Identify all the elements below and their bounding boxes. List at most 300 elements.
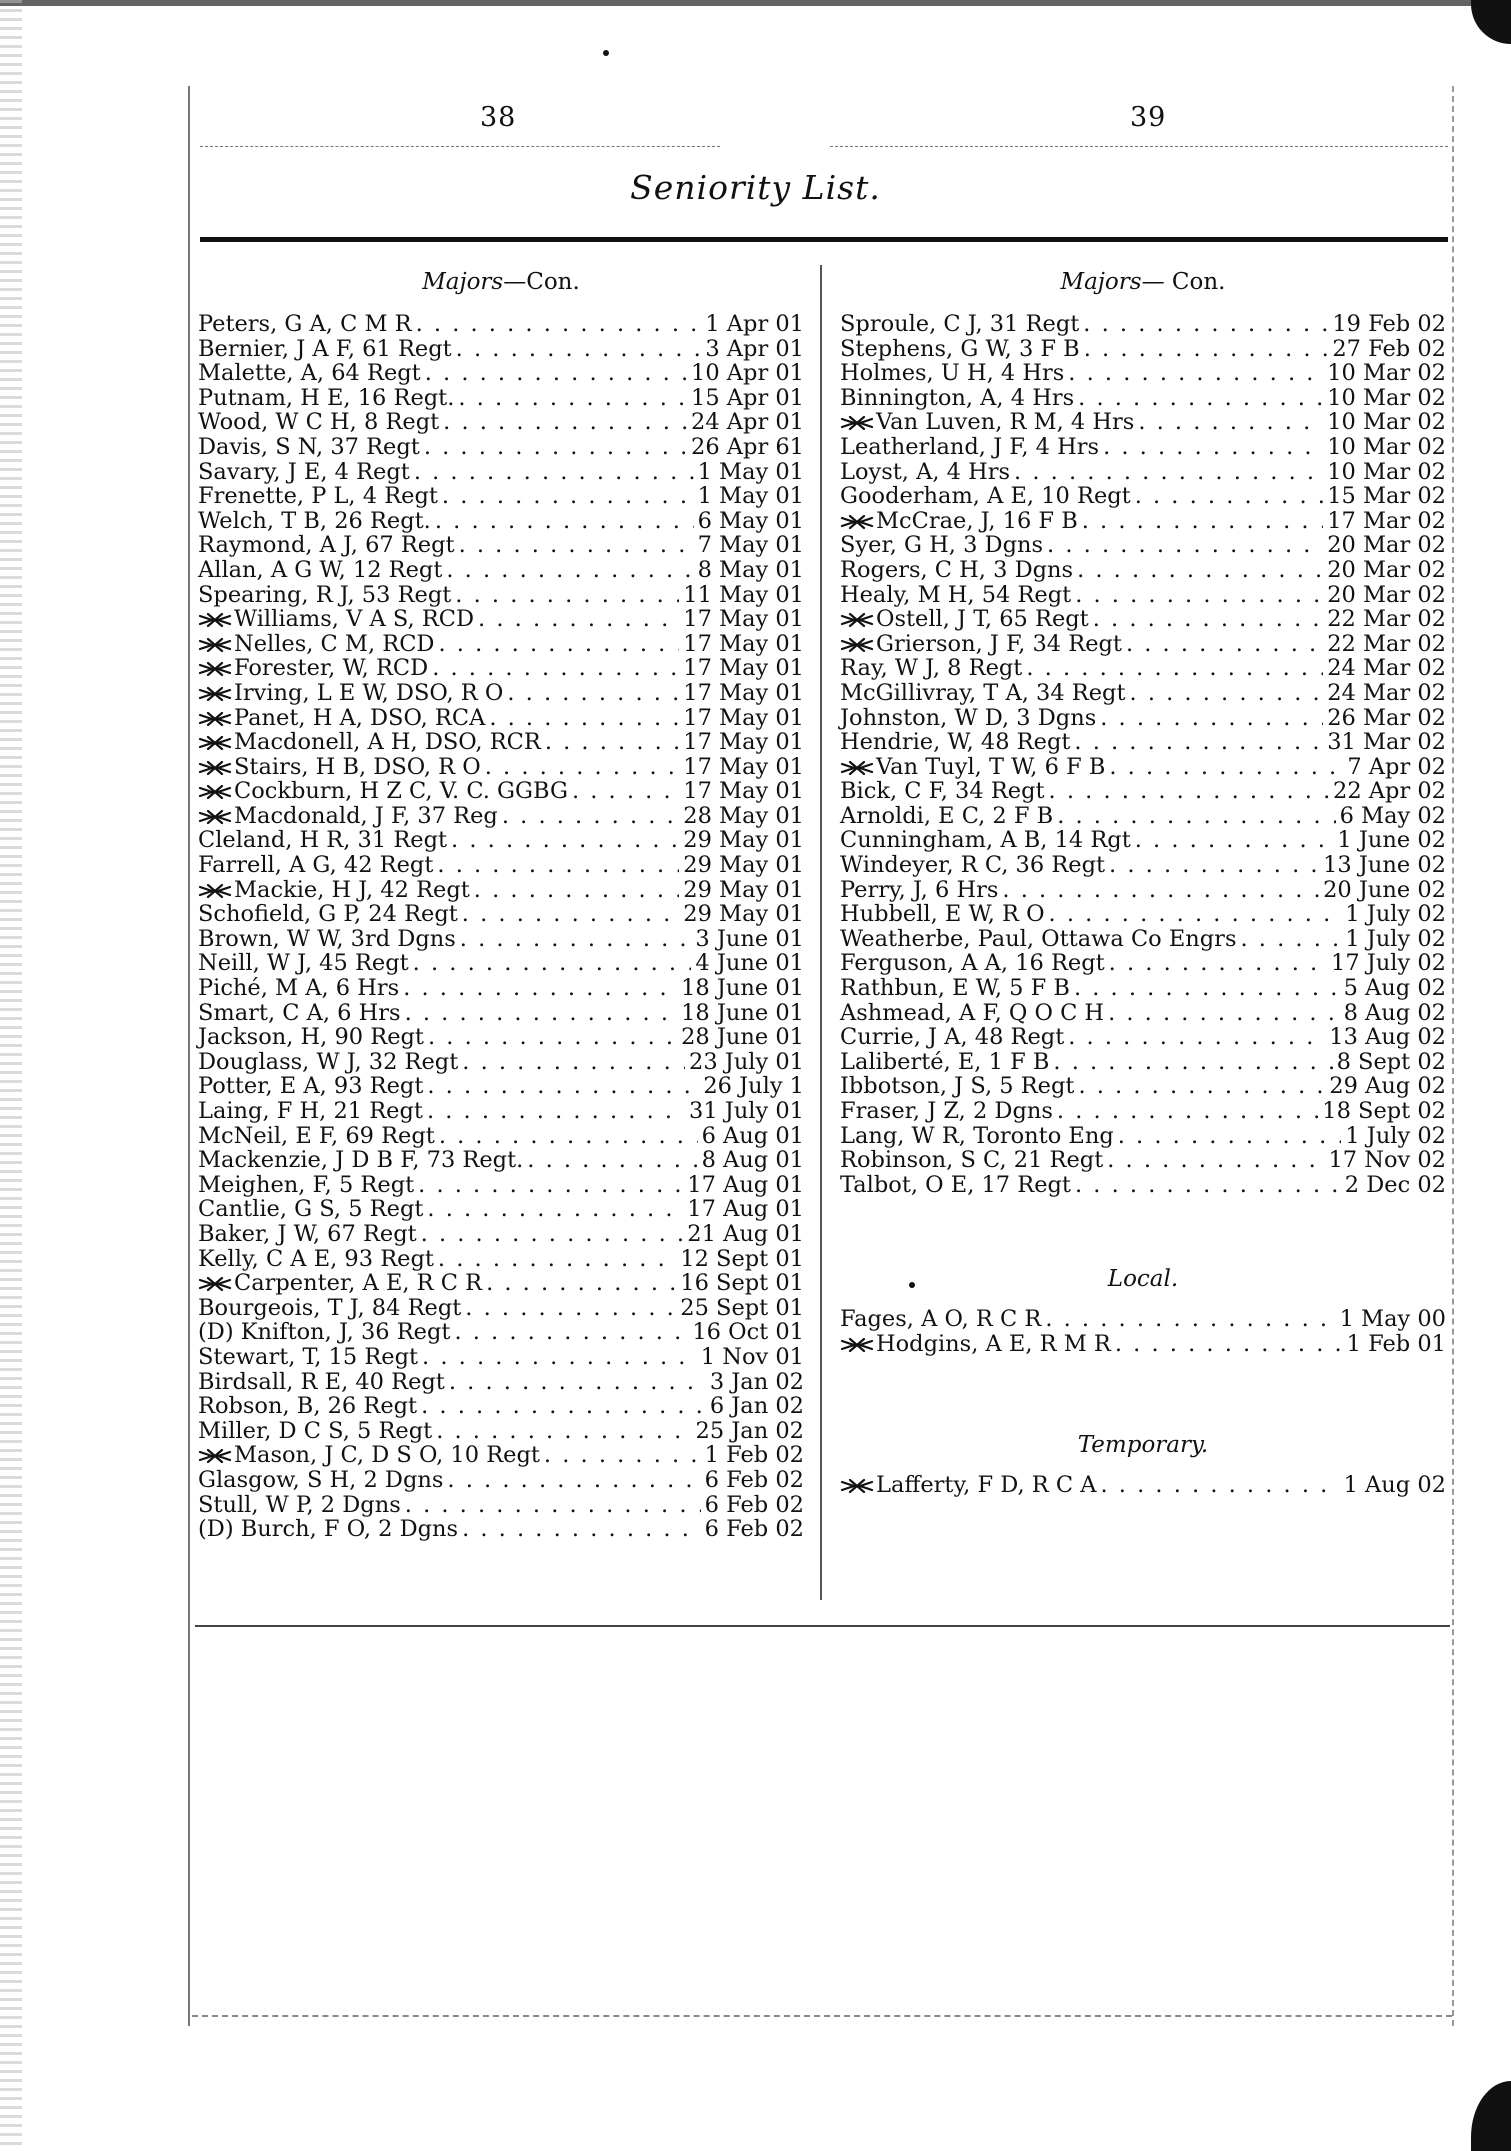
officer-name: Van Tuyl, T W, 6 F B [840,755,1105,780]
seniority-date: 29 May 01 [683,852,804,879]
officer-name: Spearing, R J, 53 Regt [198,581,452,608]
officer-name: (D) Burch, F O, 2 Dgns [198,1516,459,1543]
seniority-entry [198,902,804,927]
leader-dots [428,1025,677,1050]
seniority-date: 24 Mar 02 [1327,655,1446,682]
seniority-entry [198,1468,804,1493]
leader-dots [1075,1173,1341,1198]
crossed-swords-icon [840,613,874,627]
seniority-date: 16 Oct 01 [692,1319,804,1346]
seniority-entry [840,607,1446,632]
seniority-entry [198,1050,804,1075]
scan-binding-edge [0,0,22,2151]
leader-dots [1074,976,1340,1001]
crossed-swords-icon [198,687,232,701]
crossed-swords-icon [840,1338,874,1352]
seniority-date: 17 May 01 [683,655,804,682]
officer-name: Stairs, H B, DSO, R O [198,755,481,780]
seniority-date: 4 June 01 [695,950,804,977]
seniority-date: 12 Sept 01 [680,1245,804,1272]
crossed-swords-icon [840,416,874,430]
leader-dots [418,1173,683,1198]
seniority-entry [198,755,804,780]
officer-name: Healy, M H, 54 Regt [840,581,1072,608]
seniority-entry [198,435,804,460]
leader-dots [1014,460,1323,485]
seniority-date: 25 Jan 02 [695,1417,804,1444]
leader-dots [462,1050,685,1075]
leader-dots [1126,632,1323,657]
leader-dots [438,632,679,657]
leader-dots [1075,583,1323,608]
temporary-section [840,1425,1446,1498]
seniority-entry [840,1332,1446,1357]
officer-name: McGillivray, T A, 34 Regt [840,679,1126,706]
officer-name: Hodgins, A E, R M R [840,1332,1111,1357]
seniority-date: 24 Mar 02 [1327,679,1446,706]
seniority-date: 21 Aug 01 [687,1220,804,1247]
seniority-date: 29 May 01 [683,876,804,903]
seniority-entry [198,361,804,386]
seniority-date: 29 May 01 [683,827,804,854]
seniority-list-temporary [840,1473,1446,1498]
leader-dots [544,1443,701,1468]
seniority-date: 15 Mar 02 [1327,483,1446,510]
leader-dots [1109,755,1343,780]
seniority-entry [840,435,1446,460]
seniority-date: 8 Sept 02 [1336,1048,1446,1075]
officer-name: Cantlie, G S, 5 Regt [198,1196,424,1223]
seniority-entry [840,755,1446,780]
seniority-date: 27 Feb 02 [1332,335,1446,362]
officer-name: Stephens, G W, 3 F B [840,335,1080,362]
seniority-date: 2 Dec 02 [1344,1171,1446,1198]
leader-dots [439,1124,698,1149]
page-number-right: 39 [1130,102,1167,133]
section-title-majors-right: Majors— Con. [1060,269,1226,295]
seniority-entry [840,1124,1446,1149]
leader-dots [507,681,679,706]
seniority-entry [198,927,804,952]
seniority-entry [840,1025,1446,1050]
officer-name: Smart, C A, 6 Hrs [198,999,401,1026]
seniority-date: 17 Aug 01 [687,1196,804,1223]
seniority-entry [198,1025,804,1050]
seniority-entry [840,706,1446,731]
officer-name: Loyst, A, 4 Hrs [840,458,1011,485]
officer-name: Robson, B, 26 Regt [198,1393,418,1420]
officer-name: Lang, W R, Toronto Eng [840,1122,1114,1149]
officer-name: Williams, V A S, RCD [198,607,474,632]
officer-name: Frenette, P L, 4 Regt [198,483,438,510]
leader-dots [427,1197,683,1222]
officer-name: Miller, D C S, 5 Regt [198,1417,433,1444]
seniority-date: 13 June 02 [1323,852,1446,879]
officer-name: Irving, L E W, DSO, R O [198,681,503,706]
officer-name: Welch, T B, 26 Regt. [198,507,431,534]
officer-name: Panet, H A, DSO, RCA [198,706,485,731]
seniority-date: 31 July 01 [689,1098,804,1124]
seniority-list-right [840,312,1446,1197]
seniority-date: 3 Apr 01 [705,335,804,362]
leader-dots [1093,607,1324,632]
seniority-date: 17 Mar 02 [1327,507,1446,534]
seniority-entry [198,1320,804,1345]
leader-dots [1115,1332,1343,1357]
seniority-entry [840,1173,1446,1198]
seniority-entry [198,410,804,435]
crossed-swords-icon [198,810,232,824]
officer-name: Van Luven, R M, 4 Hrs [840,410,1134,435]
seniority-entry [840,927,1446,952]
leader-dots [413,951,692,976]
seniority-entry [198,1370,804,1395]
officer-name: Kelly, C A E, 93 Regt [198,1245,434,1272]
leader-dots [486,1271,676,1296]
seniority-date: 17 May 01 [683,729,804,756]
leader-dots [1049,779,1329,804]
officer-name: Potter, E A, 93 Regt [198,1073,424,1100]
leader-dots [462,902,679,927]
officer-name: Mackenzie, J D B F, 73 Regt. [198,1147,524,1174]
leader-dots [1138,410,1323,435]
leader-dots [1045,1307,1335,1332]
officer-name: Wood, W C H, 8 Regt [198,409,440,436]
leader-dots [1078,1074,1325,1099]
seniority-entry [198,1222,804,1247]
officer-name: Lafferty, F D, R C A [840,1473,1097,1498]
leader-dots [485,755,680,780]
seniority-entry [198,878,804,903]
leader-dots [1068,361,1323,386]
leader-dots [403,976,677,1001]
seniority-date: 18 June 01 [681,975,804,1002]
seniority-date: 3 Jan 02 [709,1368,804,1395]
seniority-entry [840,681,1446,706]
officer-name: Mason, J C, D S O, 10 Regt [198,1443,540,1468]
seniority-date: 1 July 02 [1345,1122,1446,1149]
seniority-date: 18 Sept 02 [1322,1098,1446,1124]
seniority-date: 13 Aug 02 [1329,1024,1446,1051]
seniority-entry [198,706,804,731]
officer-name: Talbot, O E, 17 Regt [840,1171,1071,1198]
seniority-date: 25 Sept 01 [680,1294,804,1321]
officer-name: Rogers, C H, 3 Dgns [840,556,1074,583]
seniority-date: 6 May 01 [697,507,804,534]
crossed-swords-icon [840,638,874,652]
crossed-swords-icon [198,1449,232,1463]
seniority-entry [198,976,804,1001]
seniority-entry [198,1394,804,1419]
seniority-date: 10 Mar 02 [1327,433,1446,460]
seniority-date: 1 July 02 [1345,901,1446,928]
officer-name: Allan, A G W, 12 Regt [198,556,443,583]
crossed-swords-icon [198,785,232,799]
page-bottom-edge [192,2015,1452,2017]
officer-name: McNeil, E F, 69 Regt [198,1122,435,1149]
seniority-date: 29 May 01 [683,901,804,928]
seniority-date: 6 Feb 02 [704,1491,804,1518]
officer-name: Douglass, W J, 32 Regt [198,1048,459,1075]
officer-name: Perry, J, 6 Hrs [840,876,999,903]
officer-name: Syer, G H, 3 Dgns [840,532,1044,559]
seniority-entry [840,312,1446,337]
seniority-date: 26 Apr 61 [691,433,804,460]
officer-name: Brown, W W, 3rd Dgns [198,925,456,952]
seniority-entry [840,878,1446,903]
seniority-date: 17 Nov 02 [1328,1147,1446,1174]
officer-name: Nelles, C M, RCD [198,632,434,657]
leader-dots [451,828,679,853]
seniority-entry [198,1419,804,1444]
seniority-entry [198,632,804,657]
seniority-entry [840,509,1446,534]
leader-dots [545,730,679,755]
leader-dots [455,583,679,608]
seniority-date: 10 Mar 02 [1327,409,1446,436]
officer-name: Fraser, J Z, 2 Dgns [840,1098,1053,1124]
seniority-date: 1 Feb 01 [1346,1330,1446,1357]
leader-dots [421,1394,706,1419]
seniority-entry [840,386,1446,411]
seniority-entry [198,1296,804,1321]
officer-name: Laliberté, E, 1 F B [840,1048,1050,1075]
leader-dots [435,509,694,534]
seniority-date: 17 May 01 [683,778,804,805]
seniority-entry [840,779,1446,804]
seniority-date: 10 Mar 02 [1327,384,1446,411]
seniority-date: 1 May 01 [697,483,804,510]
seniority-date: 17 Aug 01 [687,1171,804,1198]
leader-dots [442,484,694,509]
seniority-list-left [198,312,804,1542]
leader-dots [1082,509,1323,534]
leader-dots [449,1370,706,1395]
leader-dots [458,386,687,411]
leader-dots [422,1345,697,1370]
leader-dots [1100,706,1323,731]
leader-dots [1241,927,1342,952]
seniority-entry [198,533,804,558]
officer-name: Rathbun, E W, 5 F B [840,975,1070,1002]
seniority-entry [840,484,1446,509]
seniority-date: 26 July 1 [703,1073,804,1100]
seniority-entry [198,1099,804,1124]
officer-name: Putnam, H E, 16 Regt. [198,384,455,411]
officer-name: Ibbotson, J S, 5 Regt [840,1073,1075,1100]
seniority-entry [198,1493,804,1518]
leader-dots [438,1247,676,1272]
leader-dots [1053,1050,1332,1075]
leader-dots [489,706,679,731]
officer-name: Glasgow, S H, 2 Dgns [198,1466,444,1493]
seniority-entry [198,1001,804,1026]
officer-name: Cleland, H R, 31 Regt [198,827,448,854]
seniority-date: 18 June 01 [681,999,804,1026]
officer-name: Gooderham, A E, 10 Regt [840,483,1131,510]
leader-dots [456,337,702,362]
seniority-date: 1 July 02 [1345,925,1446,952]
heading-rule [200,237,1448,242]
seniority-date: 22 Apr 02 [1333,778,1446,805]
officer-name: Meighen, F, 5 Regt [198,1171,415,1198]
officer-name: Birdsall, R E, 40 Regt [198,1368,445,1395]
seniority-date: 8 Aug 02 [1343,999,1446,1026]
seniority-entry [198,337,804,362]
officer-name: Malette, A, 64 Regt [198,360,421,387]
officer-name: (D) Knifton, J, 36 Regt [198,1319,451,1346]
leader-dots [427,1099,685,1124]
officer-name: Laing, F H, 21 Regt [198,1098,423,1124]
seniority-date: 10 Apr 01 [691,360,804,387]
seniority-date: 31 Mar 02 [1327,729,1446,756]
leader-dots [478,607,679,632]
seniority-entry [840,656,1446,681]
officer-name: Ferguson, A A, 16 Regt [840,950,1105,977]
seniority-entry [198,951,804,976]
leader-dots [405,1493,701,1518]
seniority-entry [198,1148,804,1173]
officer-name: Bourgeois, T J, 84 Regt [198,1294,462,1321]
seniority-date: 6 Feb 02 [704,1466,804,1493]
leader-dots [416,312,702,337]
officer-name: Ashmead, A F, Q O C H [840,999,1105,1026]
leader-dots [443,410,687,435]
seniority-entry [840,583,1446,608]
seniority-entry [198,583,804,608]
seniority-entry [840,804,1446,829]
seniority-entry [840,410,1446,435]
officer-name: Sproule, C J, 31 Regt [840,311,1080,337]
seniority-date: 5 Aug 02 [1343,975,1446,1002]
seniority-date: 1 Feb 02 [704,1442,804,1469]
officer-name: Bick, C F, 34 Regt [840,778,1045,805]
leader-dots [1118,1124,1342,1149]
leader-dots [405,1001,678,1026]
seniority-entry [198,484,804,509]
leader-dots [527,1148,697,1173]
seniority-entry [840,951,1446,976]
officer-name: Hubbell, E W, R O [840,901,1045,928]
seniority-date: 23 July 01 [689,1048,804,1075]
leader-dots [1057,804,1335,829]
leader-dots [1002,878,1319,903]
officer-name: Grierson, J F, 34 Regt [840,632,1122,657]
seniority-date: 6 Aug 01 [701,1122,804,1149]
seniority-entry [840,558,1446,583]
officer-name: Johnston, W D, 3 Dgns [840,704,1097,731]
leader-dots [1026,656,1323,681]
seniority-date: 15 Apr 01 [691,384,804,411]
officer-name: Ray, W J, 8 Regt [840,655,1023,682]
leader-dots [421,1222,684,1247]
seniority-date: 7 Apr 02 [1347,753,1446,780]
officer-name: Mackie, H J, 42 Regt [198,878,470,903]
officer-name: Baker, J W, 67 Regt [198,1220,417,1247]
crossed-swords-icon [198,662,232,676]
leader-dots [424,435,687,460]
seniority-entry [198,558,804,583]
header-rule-right [830,146,1448,147]
seniority-date: 20 Mar 02 [1327,532,1446,559]
left-column [198,262,804,1542]
seniority-date: 20 June 02 [1323,876,1446,903]
ink-speck [603,50,609,56]
crossed-swords-icon [198,638,232,652]
seniority-entry [198,828,804,853]
leader-dots [437,853,679,878]
officer-name: Stull, W P, 2 Dgns [198,1491,401,1518]
seniority-entry [840,1001,1446,1026]
seniority-entry [840,337,1446,362]
leader-dots [572,779,679,804]
officer-name: Ostell, J T, 65 Regt [840,607,1089,632]
seniority-date: 1 June 02 [1337,827,1446,854]
crossed-swords-icon [198,736,232,750]
officer-name: Bernier, J A F, 61 Regt [198,335,452,362]
seniority-entry [840,853,1446,878]
officer-name: Holmes, U H, 4 Hrs [840,360,1065,387]
column-separator [820,265,822,1600]
seniority-date: 8 Aug 01 [701,1147,804,1174]
officer-name: Raymond, A J, 67 Regt [198,532,455,559]
seniority-list-local [840,1307,1446,1356]
officer-name: Farrell, A G, 42 Regt [198,852,434,879]
seniority-entry [198,1443,804,1468]
seniority-entry [198,681,804,706]
page-number-left: 38 [480,102,517,133]
crossed-swords-icon [840,761,874,775]
leader-dots [1135,484,1324,509]
leader-dots [462,1517,701,1542]
leader-dots [1074,730,1323,755]
seniority-entry [198,312,804,337]
leader-dots [459,533,694,558]
officer-name: McCrae, J, 16 F B [840,509,1078,534]
officer-name: Stewart, T, 15 Regt [198,1343,419,1370]
seniority-date: 26 Mar 02 [1327,704,1446,731]
seniority-entry [198,1271,804,1296]
officer-name: Carpenter, A E, R C R [198,1271,482,1296]
seniority-entry [840,361,1446,386]
seniority-entry [198,853,804,878]
seniority-date: 28 May 01 [683,802,804,829]
seniority-entry [198,804,804,829]
seniority-date: 6 May 02 [1339,802,1446,829]
section-title-local: Local. [1107,1266,1179,1293]
leader-dots [427,1074,699,1099]
officer-name: Windeyer, R C, 36 Regt [840,852,1106,879]
officer-name: Cunningham, A B, 14 Rgt [840,827,1131,854]
leader-dots [1068,1025,1325,1050]
seniority-date: 10 Mar 02 [1327,458,1446,485]
seniority-date: 6 Feb 02 [704,1516,804,1543]
seniority-entry [198,1345,804,1370]
leader-dots [1109,853,1319,878]
officer-name: Schofield, G P, 24 Regt [198,901,458,928]
local-section [840,1259,1446,1356]
seniority-entry [198,656,804,681]
seniority-date: 1 Nov 01 [700,1343,804,1370]
officer-name: Davis, S N, 37 Regt [198,433,420,460]
seniority-date: 6 Jan 02 [709,1393,804,1420]
crossed-swords-icon [840,515,874,529]
leader-dots [1135,828,1334,853]
crossed-swords-icon [198,761,232,775]
seniority-date: 17 May 01 [683,753,804,780]
seniority-entry [198,1173,804,1198]
leader-dots [1049,902,1342,927]
